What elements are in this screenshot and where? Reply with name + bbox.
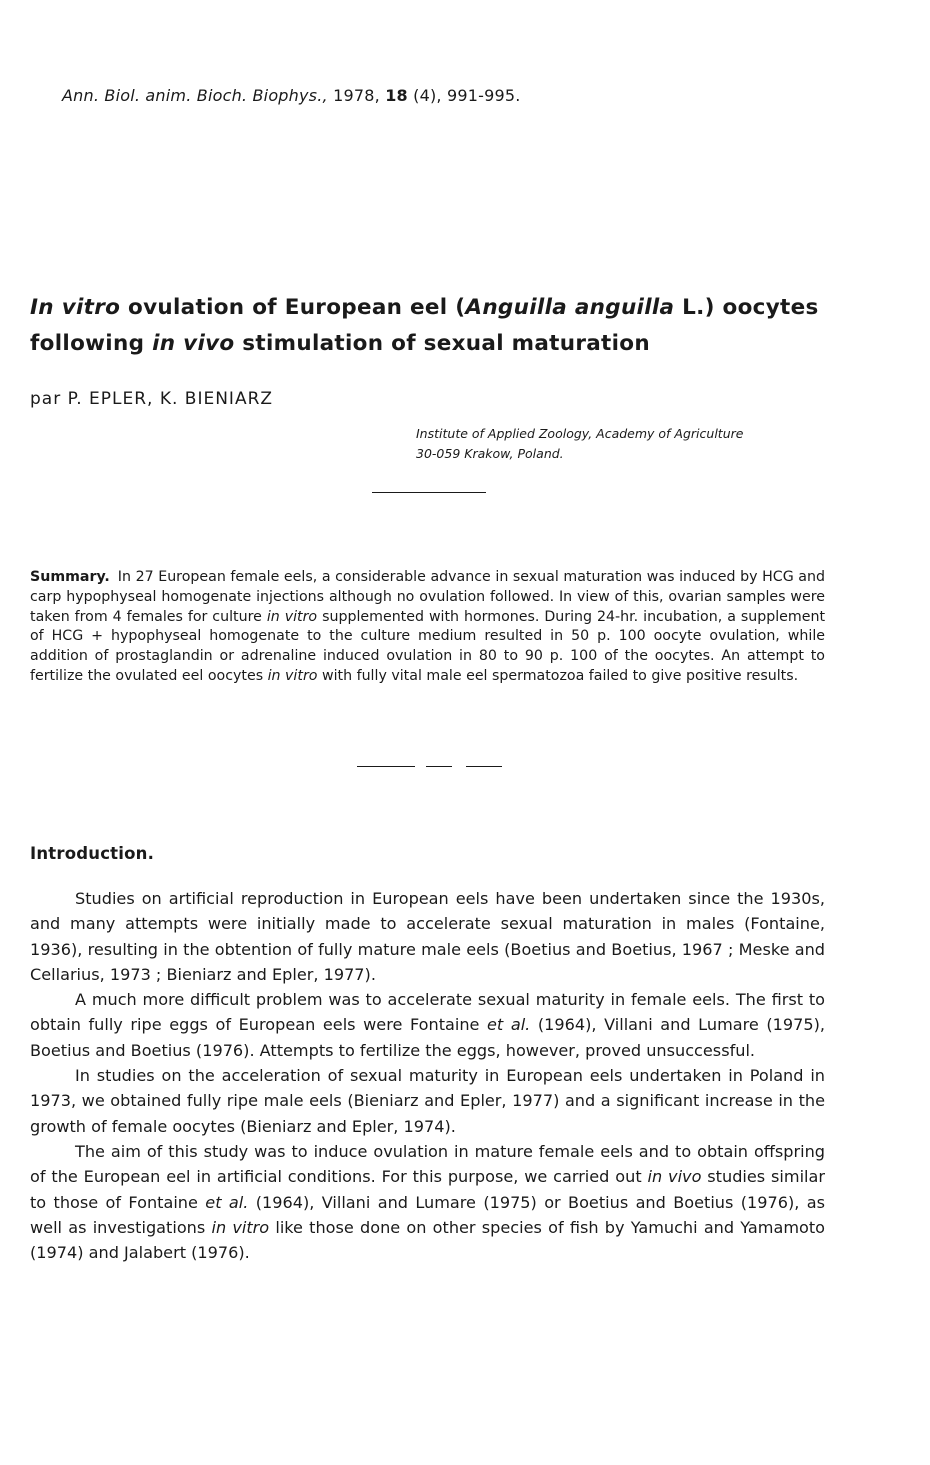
journal-citation [62, 86, 521, 105]
affiliation-line: Institute of Applied Zoology, Academy of Agriculture [416, 426, 744, 441]
summary-abstract [30, 568, 825, 687]
paragraph-text: Studies on artificial reproduction in European eels have been undertaken since the 1930s, and many attempts were initially made to accelerate sexual maturation in males (Fontaine, 1936), resulting in the obtention of fully mature male eels (Boetius and Boetius, 1967 ; Meske and Cellarius, 1973 ; Bieniarz and Epler, 1977). [30, 889, 825, 984]
affiliation-line: 30-059 Krakow, Poland. [416, 446, 564, 461]
paragraph-text: (1964), Villani and Lumare (1975) or Boetius and Boetius (1976), as well as investigations [30, 1192, 826, 1237]
paragraph-text: The aim of this study was to induce ovulation in mature female eels and to obtain offspring of the European eel in artificial conditions. For this purpose, we carried out [30, 1141, 825, 1187]
paragraph-italic: et al. [205, 1192, 249, 1212]
journal-issue-pages: (4), 991-995. [413, 86, 521, 105]
section-separator-dash [426, 766, 452, 767]
paragraph-text: like those done on other species of fish by Yamuchi and Yamamoto (1974) and Jalabert (1976). [30, 1217, 826, 1263]
title-segment: In vitro [30, 295, 121, 320]
title-segment: following [30, 331, 153, 356]
introduction-body [30, 886, 825, 1265]
introduction-heading: Introduction. [30, 844, 155, 863]
paragraph [30, 987, 825, 1063]
summary-text: with fully vital male eel spermatozoa failed to give positive results. [317, 667, 799, 684]
paragraph [30, 1139, 825, 1265]
summary-text: In 27 European female eels, a considerable advance in sexual maturation was induced by HCG and carp hypophyseal homogenate injections although no ovulation followed. In view of this, ovarian samples were taken from 4 females for culture [30, 569, 825, 625]
title-segment: stimulation of sexual maturation [234, 331, 650, 356]
section-separator-dash [357, 766, 415, 767]
journal-name: Ann. Biol. anim. Bioch. Biophys., [62, 86, 328, 105]
paragraph-text: (1964), Villani and Lumare (1975), Boetius and Boetius (1976). Attempts to fertilize the eggs, however, proved unsuccessful. [30, 1015, 825, 1060]
title-segment: in vivo [152, 331, 235, 356]
section-separator-dash [466, 766, 502, 767]
paragraph [30, 886, 825, 987]
authors: par P. EPLER, K. BIENIARZ [30, 389, 274, 409]
paragraph-text: A much more difficult problem was to accelerate sexual maturity in female eels. The first to obtain fully ripe eggs of European eels were Fontaine [30, 990, 825, 1035]
title-segment: L.) oocytes [674, 295, 819, 320]
summary-text: supplemented with hormones. During 24-hr. incubation, a supplement of HCG + hypophyseal homogenate to the culture medium resulted in 50 p. 100 oocyte ovulation, while addition of prostaglandin or adrenaline induced ovulation in 80 to 90 p. 100 of the oocytes. An attempt to fertilize the ovulated eel oocytes [30, 608, 826, 684]
paragraph-italic: et al. [487, 1015, 531, 1035]
paragraph-text: studies similar to those of Fontaine [30, 1167, 825, 1212]
paper-title [30, 290, 850, 362]
summary-italic: in vitro [266, 608, 318, 625]
summary-label: Summary. [30, 569, 110, 585]
journal-year: 1978, [333, 86, 380, 105]
paragraph-italic: in vitro [211, 1217, 270, 1237]
divider-rule [372, 492, 486, 493]
journal-volume: 18 [385, 86, 408, 105]
paragraph-italic: in vivo [647, 1167, 702, 1187]
summary-italic: in vitro [267, 667, 318, 684]
affiliation [416, 424, 743, 464]
title-segment: Anguilla anguilla [465, 295, 675, 320]
title-segment: ovulation of European eel ( [120, 295, 466, 320]
paragraph-text: In studies on the acceleration of sexual maturity in European eels undertaken in Poland in 1973, we obtained fully ripe male eels (Bieniarz and Epler, 1977) and a significant increase in the growth of female oocytes (Bieniarz and Epler, 1974). [30, 1066, 825, 1136]
paragraph [30, 1063, 825, 1139]
